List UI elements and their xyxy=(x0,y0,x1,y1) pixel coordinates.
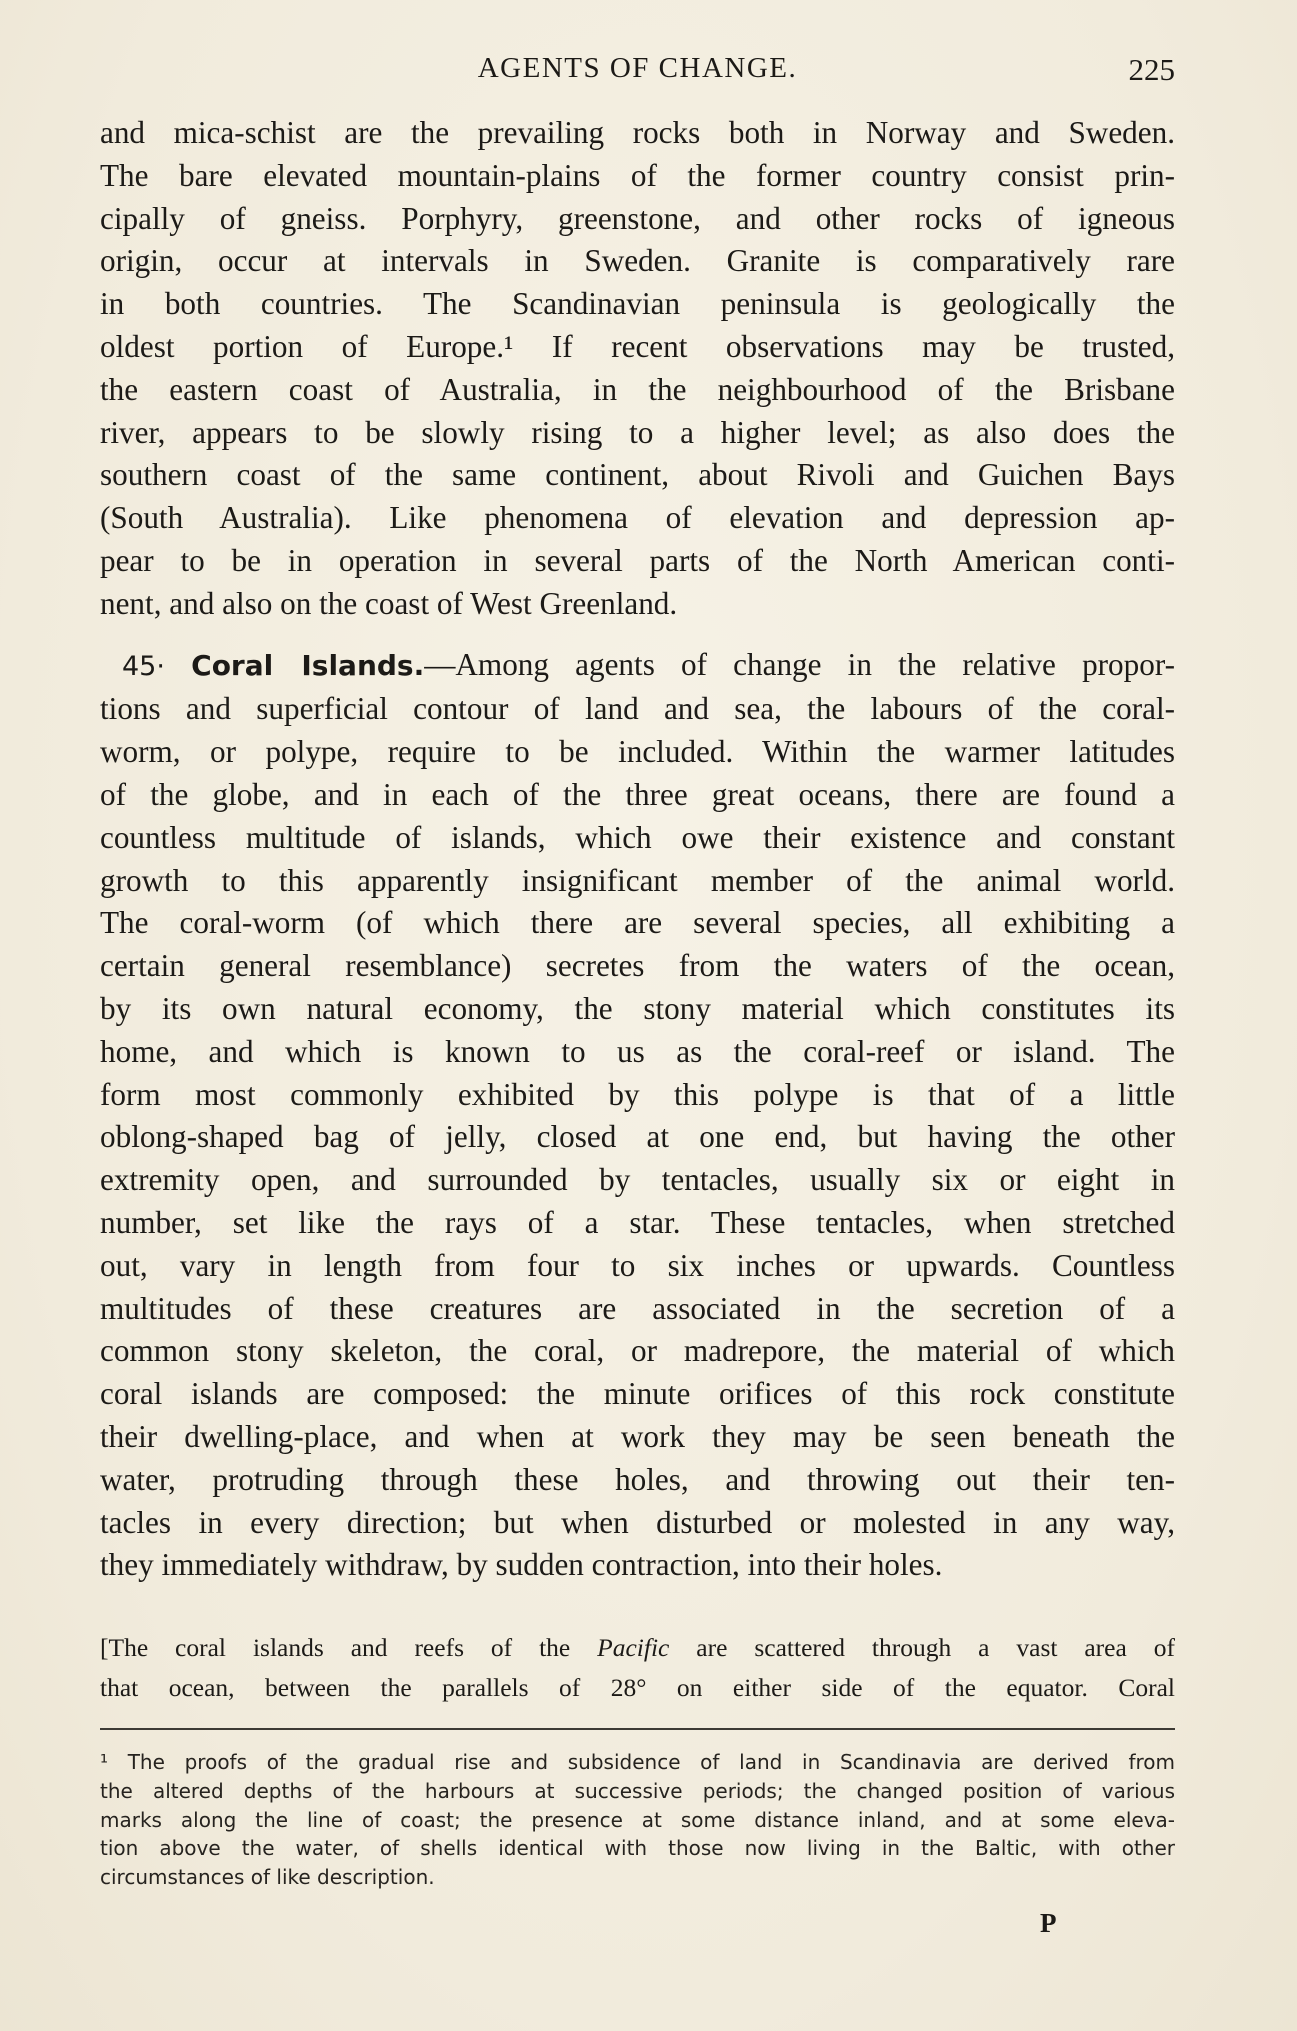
section-title: Coral Islands. xyxy=(191,648,425,682)
text-line: extremity open, and surrounded by tentacles, usually six or eight in xyxy=(100,1162,1175,1198)
text-line: The coral-worm (of which there are several species, all exhibiting a xyxy=(100,905,1175,941)
paragraph-coral-islands xyxy=(100,644,1175,1588)
footnote-line: ¹ The proofs of the gradual rise and subsidence of land in Scandinavia are derived from xyxy=(100,1750,1175,1774)
text-line: (South Australia). Like phenomena of elevation and depression ap- xyxy=(100,500,1175,536)
text-line: nent, and also on the coast of West Greenland. xyxy=(100,585,678,621)
text-line: tacles in every direction; but when disturbed or molested in any way, xyxy=(100,1504,1175,1540)
text-line: they immediately withdraw, by sudden contraction, into their holes. xyxy=(100,1547,943,1583)
footnote xyxy=(100,1748,1175,1892)
text-line: their dwelling-place, and when at work they may be seen beneath the xyxy=(100,1418,1175,1454)
text-line: by its own natural economy, the stony material which constitutes its xyxy=(100,990,1175,1026)
text-line: worm, or polype, require to be included. Within the warmer latitudes xyxy=(100,734,1175,770)
page-number: 225 xyxy=(1128,52,1175,87)
text-line: origin, occur at intervals in Sweden. Granite is comparatively rare xyxy=(100,243,1175,279)
text-line: oldest portion of Europe.¹ If recent observations may be trusted, xyxy=(100,328,1175,364)
section-lead: —Among agents of change in the relative propor- xyxy=(424,646,1175,682)
bracketed-paragraph xyxy=(100,1628,1175,1708)
text-line: countless multitude of islands, which owe their existence and constant xyxy=(100,819,1175,855)
paragraph-norway-sweden xyxy=(100,112,1175,626)
running-title: AGENTS OF CHANGE. xyxy=(477,52,798,84)
text-line: oblong-shaped bag of jelly, closed at one end, but having the other xyxy=(100,1119,1175,1155)
text-fragment: are scattered through a vast area of xyxy=(669,1633,1175,1662)
text-line: tions and superficial contour of land and sea, the labours of the coral- xyxy=(100,691,1175,727)
text-line: river, appears to be slowly rising to a higher level; as also does the xyxy=(100,414,1175,450)
footnote-line: the altered depths of the harbours at successive periods; the changed position of various xyxy=(100,1778,1175,1803)
section-heading-line xyxy=(100,644,1175,689)
section-number: 45· xyxy=(122,650,165,682)
running-head xyxy=(100,52,1175,92)
text-line: home, and which is known to us as the coral-reef or island. The xyxy=(100,1033,1175,1069)
text-line: multitudes of these creatures are associated in the secretion of a xyxy=(100,1290,1175,1326)
text-line: coral islands are composed: the minute orifices of this rock constitute xyxy=(100,1376,1175,1412)
text-fragment: [The coral islands and reefs of the xyxy=(100,1633,598,1662)
main-text xyxy=(100,112,1175,1587)
text-line: in both countries. The Scandinavian peninsula is geologically the xyxy=(100,286,1175,322)
text-line: number, set like the rays of a star. These tentacles, when stretched xyxy=(100,1204,1175,1240)
text-line: form most commonly exhibited by this polype is that of a little xyxy=(100,1076,1175,1112)
text-line: and mica-schist are the prevailing rocks both in Norway and Sweden. xyxy=(100,115,1175,150)
text-line: the eastern coast of Australia, in the neighbourhood of the Brisbane xyxy=(100,371,1175,407)
text-line: water, protruding through these holes, and throwing out their ten- xyxy=(100,1461,1175,1497)
signature-mark: P xyxy=(1040,1908,1057,1938)
text-line: out, vary in length from four to six inches or upwards. Countless xyxy=(100,1247,1175,1283)
footnote-line: circumstances of like description. xyxy=(100,1865,435,1890)
text-line: cipally of gneiss. Porphyry, greenstone, and other rocks of igneous xyxy=(100,200,1175,236)
text-line: certain general resemblance) secretes from the waters of the ocean, xyxy=(100,948,1175,984)
footnote-line: tion above the water, of shells identical with those now living in the Baltic, with other xyxy=(100,1836,1175,1861)
text-line: common stony skeleton, the coral, or madrepore, the material of which xyxy=(100,1333,1175,1369)
footnote-divider xyxy=(100,1728,1175,1730)
text-line: pear to be in operation in several parts of the North American conti- xyxy=(100,542,1175,578)
text-line xyxy=(100,1628,1175,1668)
text-line: The bare elevated mountain-plains of the former country consist prin- xyxy=(100,157,1175,193)
text-line: growth to this apparently insignificant member of the animal world. xyxy=(100,862,1175,898)
text-line: southern coast of the same continent, about Rivoli and Guichen Bays xyxy=(100,457,1175,493)
italic-word: Pacific xyxy=(597,1633,670,1662)
footnote-line: marks along the line of coast; the presence at some distance inland, and at some eleva- xyxy=(100,1807,1175,1832)
text-line: that ocean, between the parallels of 28° on either side of the equator. Coral xyxy=(100,1673,1175,1702)
text-line: of the globe, and in each of the three great oceans, there are found a xyxy=(100,776,1175,812)
